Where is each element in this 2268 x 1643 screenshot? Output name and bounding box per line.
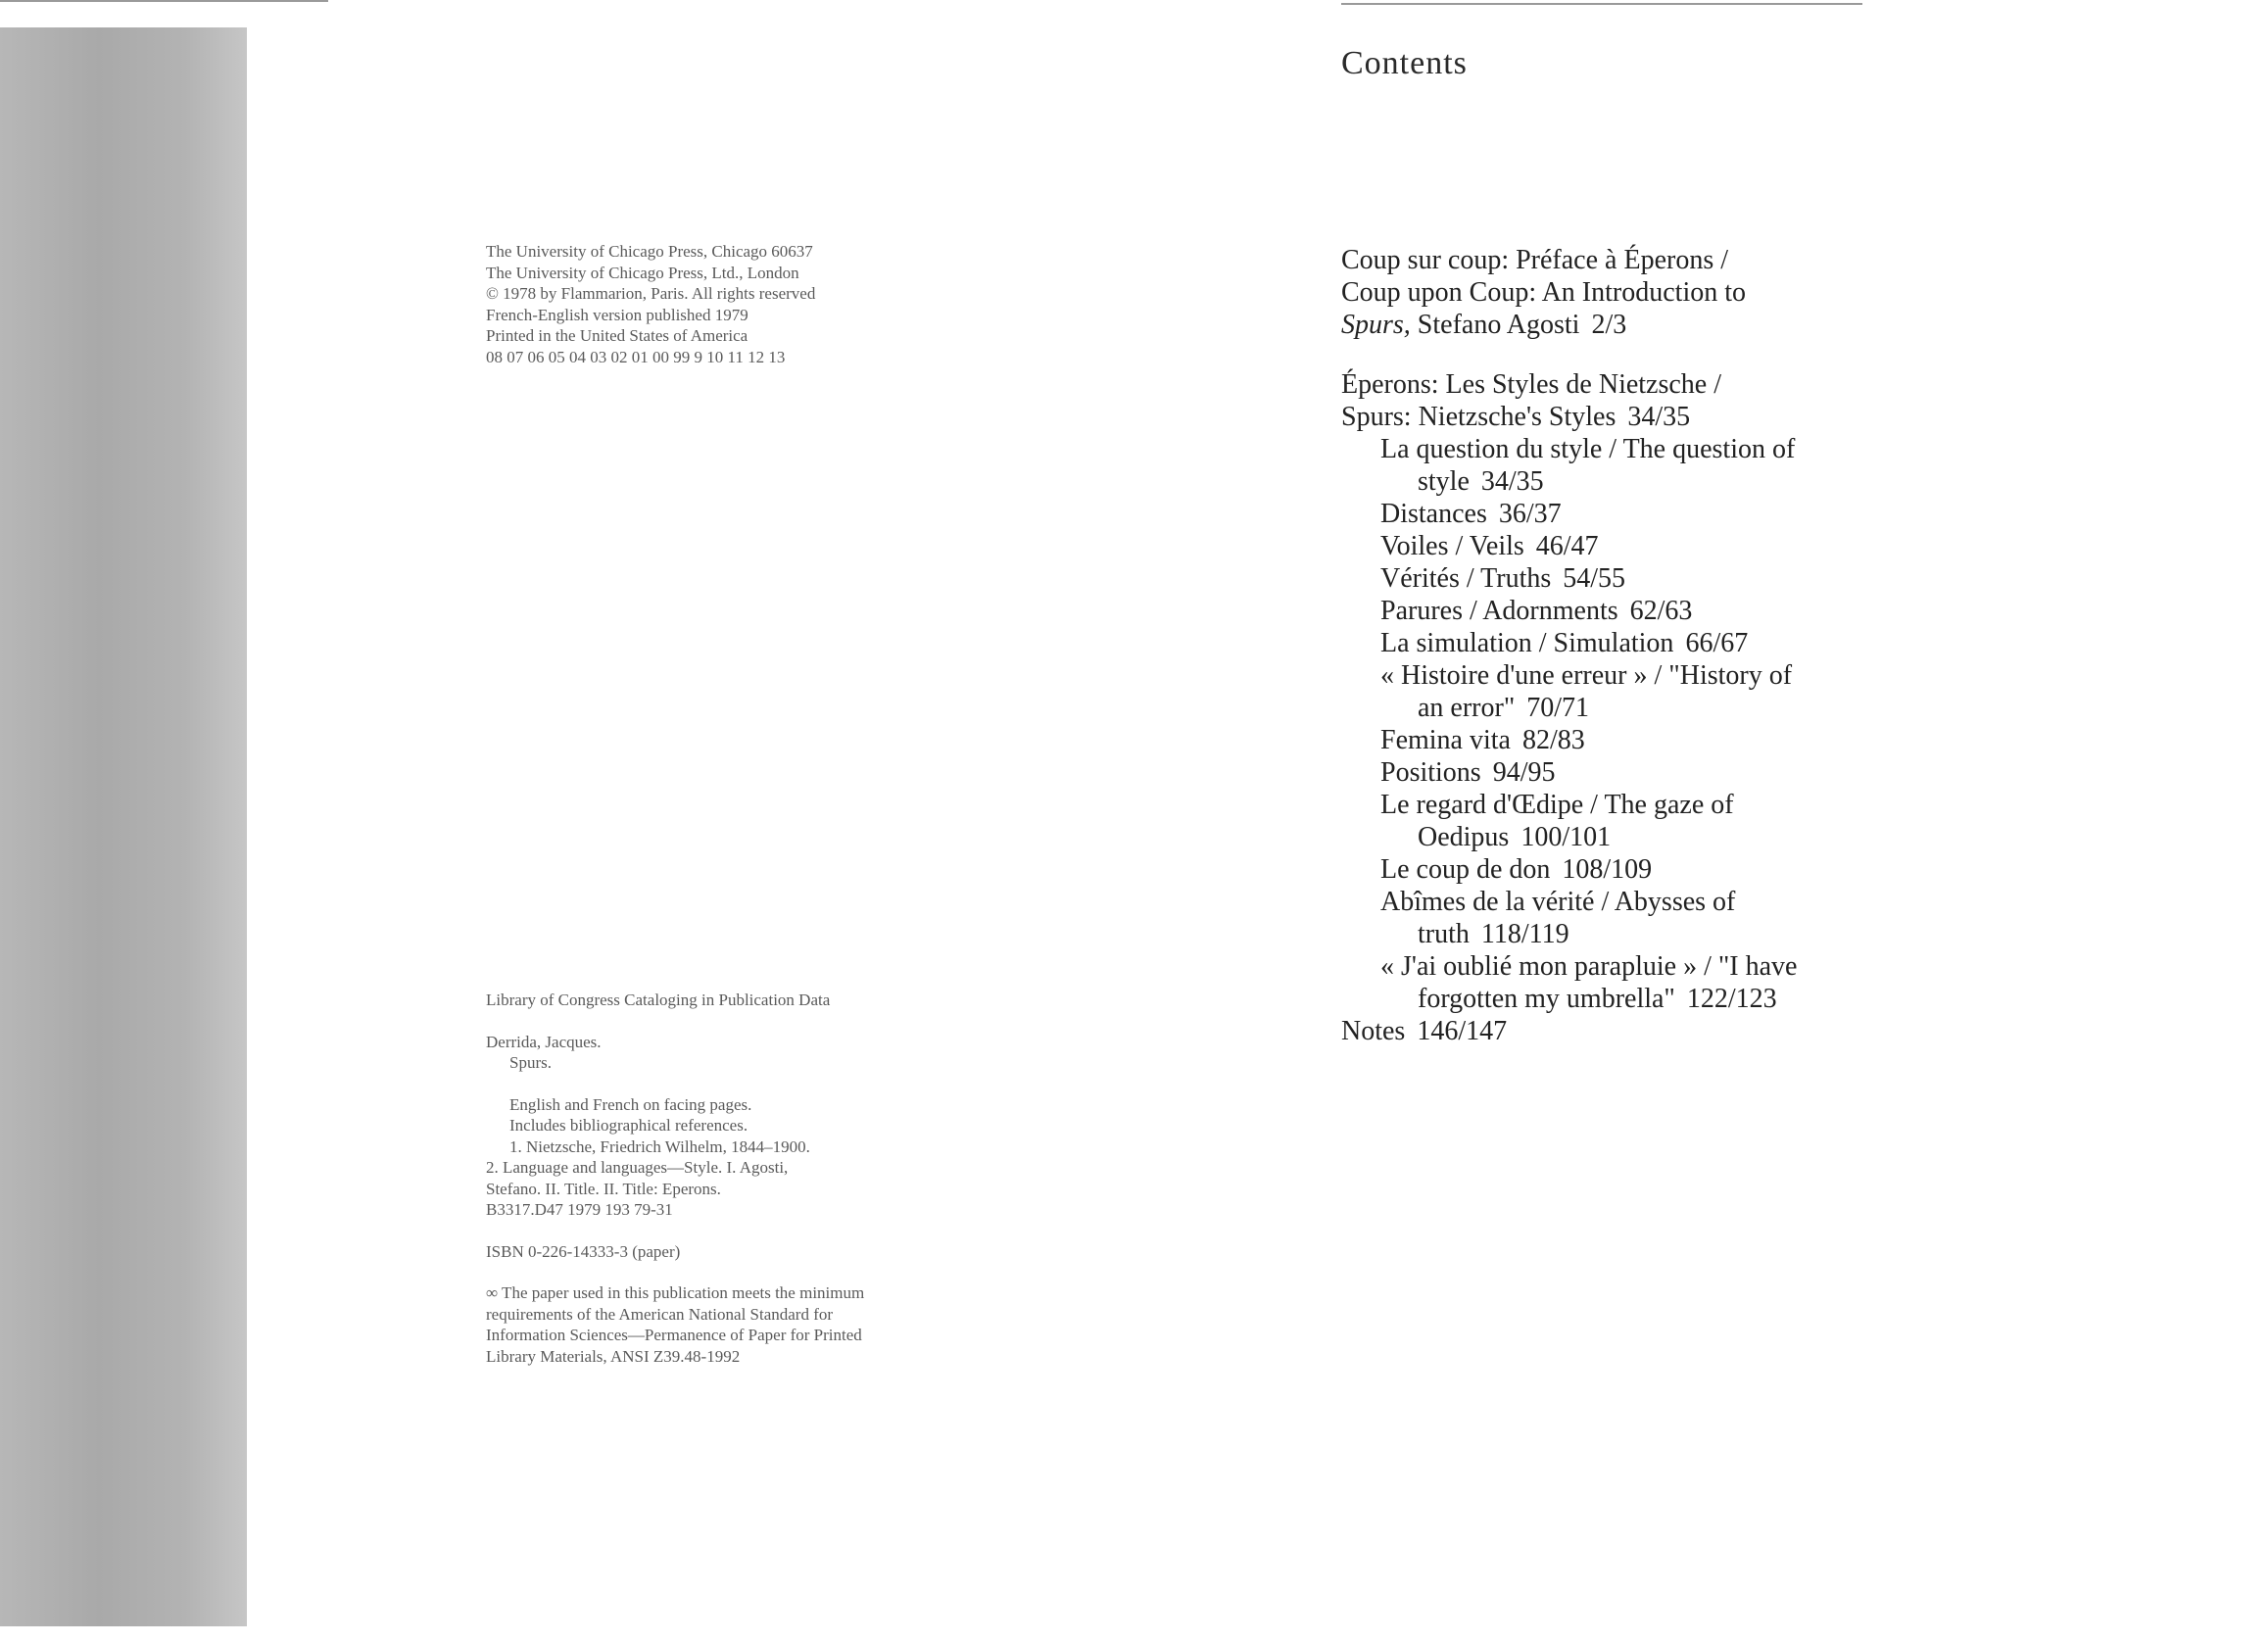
- copyright-line: French-English version published 1979: [486, 305, 748, 324]
- book-gutter-shadow: [0, 27, 247, 1626]
- toc-section-entry: [1341, 853, 1797, 886]
- page-title: Contents: [1341, 45, 1468, 81]
- toc-section-entry: [1341, 886, 1797, 950]
- cip-subject: 1. Nietzsche, Friedrich Wilhelm, 1844–1900.: [509, 1136, 810, 1156]
- toc-section-entry: [1341, 950, 1797, 1015]
- printing-line: 08 07 06 05 04 03 02 01 00 99 9 10 11 12 13: [486, 347, 786, 366]
- toc-line: an error": [1418, 693, 1516, 723]
- toc-line: Le coup de don: [1380, 854, 1551, 885]
- cip-note: Includes bibliographical references.: [509, 1116, 748, 1135]
- toc-page-numbers: 46/47: [1535, 531, 1599, 561]
- copyright-block: [486, 241, 815, 367]
- copyright-line: Printed in the United States of America: [486, 326, 748, 345]
- toc-line: Le regard d'Œdipe / The gaze of: [1380, 790, 1734, 820]
- toc-page-numbers: 66/67: [1685, 628, 1749, 658]
- toc-line: style: [1418, 466, 1470, 497]
- toc-entry-intro: [1341, 244, 1797, 341]
- toc-line: Distances: [1380, 499, 1487, 529]
- copyright-line: © 1978 by Flammarion, Paris. All rights reserved: [486, 284, 816, 303]
- toc-section-entry: [1341, 498, 1797, 530]
- toc-entry-notes: [1341, 1015, 1797, 1047]
- toc-page-numbers: 82/83: [1521, 725, 1585, 755]
- cip-note: English and French on facing pages.: [509, 1094, 752, 1114]
- table-of-contents: [1341, 244, 1797, 1047]
- paper-note-line: Library Materials, ANSI Z39.48-1992: [486, 1346, 741, 1366]
- toc-line: Coup sur coup: Préface à Éperons /: [1341, 245, 1728, 275]
- cip-heading: Library of Congress Cataloging in Publication Data: [486, 991, 831, 1009]
- toc-page-numbers: 36/37: [1498, 499, 1562, 529]
- toc-line: Oedipus: [1418, 822, 1510, 852]
- toc-page-numbers: 94/95: [1492, 757, 1556, 788]
- toc-page-numbers: 70/71: [1526, 693, 1590, 723]
- toc-sections: [1341, 433, 1797, 1015]
- paper-note-line: ∞ The paper used in this publication meets the minimum: [486, 1283, 865, 1302]
- copyright-line: The University of Chicago Press, Chicago 60637: [486, 242, 813, 261]
- toc-line: La simulation / Simulation: [1380, 628, 1674, 658]
- toc-section-entry: [1341, 433, 1797, 498]
- toc-page-numbers: 122/123: [1686, 984, 1777, 1014]
- cip-title: Spurs.: [509, 1053, 552, 1072]
- toc-section-entry: [1341, 659, 1797, 724]
- toc-section-entry: [1341, 789, 1797, 853]
- paper-note-line: requirements of the American National Standard for: [486, 1304, 834, 1324]
- toc-page-numbers: 34/35: [1480, 466, 1544, 497]
- toc-page-numbers: 54/55: [1563, 563, 1626, 594]
- toc-line: « Histoire d'une erreur » / "History of: [1380, 660, 1793, 691]
- toc-section-entry: [1341, 562, 1797, 595]
- toc-page-numbers: 146/147: [1417, 1016, 1508, 1046]
- toc-page-numbers: 118/119: [1480, 919, 1569, 949]
- toc-italic-title: Spurs,: [1341, 310, 1411, 340]
- cip-author: Derrida, Jacques.: [486, 1032, 602, 1051]
- toc-section-entry: [1341, 756, 1797, 789]
- toc-line: Coup upon Coup: An Introduction to: [1341, 277, 1746, 308]
- toc-line: Stefano Agosti: [1410, 310, 1580, 340]
- toc-line: Notes: [1341, 1016, 1406, 1046]
- toc-line: forgotten my umbrella": [1418, 984, 1675, 1014]
- cip-block: [486, 990, 864, 1367]
- toc-line: Parures / Adornments: [1380, 596, 1618, 626]
- toc-line: Spurs: Nietzsche's Styles: [1341, 402, 1617, 432]
- copyright-line: The University of Chicago Press, Ltd., London: [486, 263, 799, 282]
- toc-line: Femina vita: [1380, 725, 1511, 755]
- toc-page-numbers: 34/35: [1627, 402, 1691, 432]
- cip-subject: 2. Language and languages—Style. I. Agosti,: [486, 1158, 789, 1177]
- toc-section-entry: [1341, 595, 1797, 627]
- toc-section-entry: [1341, 724, 1797, 756]
- toc-page-numbers: 108/109: [1562, 854, 1653, 885]
- toc-line: Vérités / Truths: [1380, 563, 1552, 594]
- toc-line: La question du style / The question of: [1380, 434, 1796, 464]
- toc-section-entry: [1341, 530, 1797, 562]
- toc-line: Abîmes de la vérité / Abysses of: [1380, 887, 1736, 917]
- toc-line: « J'ai oublié mon parapluie » / "I have: [1380, 951, 1798, 982]
- paper-note-line: Information Sciences—Permanence of Paper for Printed: [486, 1326, 862, 1344]
- contents-top-rule: [1341, 3, 1862, 5]
- cip-subject: Stefano. II. Title. II. Title: Eperons.: [486, 1179, 721, 1198]
- toc-line: Voiles / Veils: [1380, 531, 1524, 561]
- toc-line: Éperons: Les Styles de Nietzsche /: [1341, 369, 1722, 400]
- toc-line: truth: [1418, 919, 1470, 949]
- toc-page-numbers: 100/101: [1520, 822, 1612, 852]
- toc-page-numbers: 2/3: [1591, 310, 1627, 340]
- cip-isbn: ISBN 0-226-14333-3 (paper): [486, 1241, 681, 1261]
- toc-line: Positions: [1380, 757, 1481, 788]
- toc-entry-main: [1341, 368, 1797, 433]
- cip-call-number: B3317.D47 1979 193 79-31: [486, 1200, 673, 1219]
- toc-page-numbers: 62/63: [1629, 596, 1693, 626]
- toc-section-entry: [1341, 627, 1797, 659]
- top-edge-rule: [0, 0, 328, 2]
